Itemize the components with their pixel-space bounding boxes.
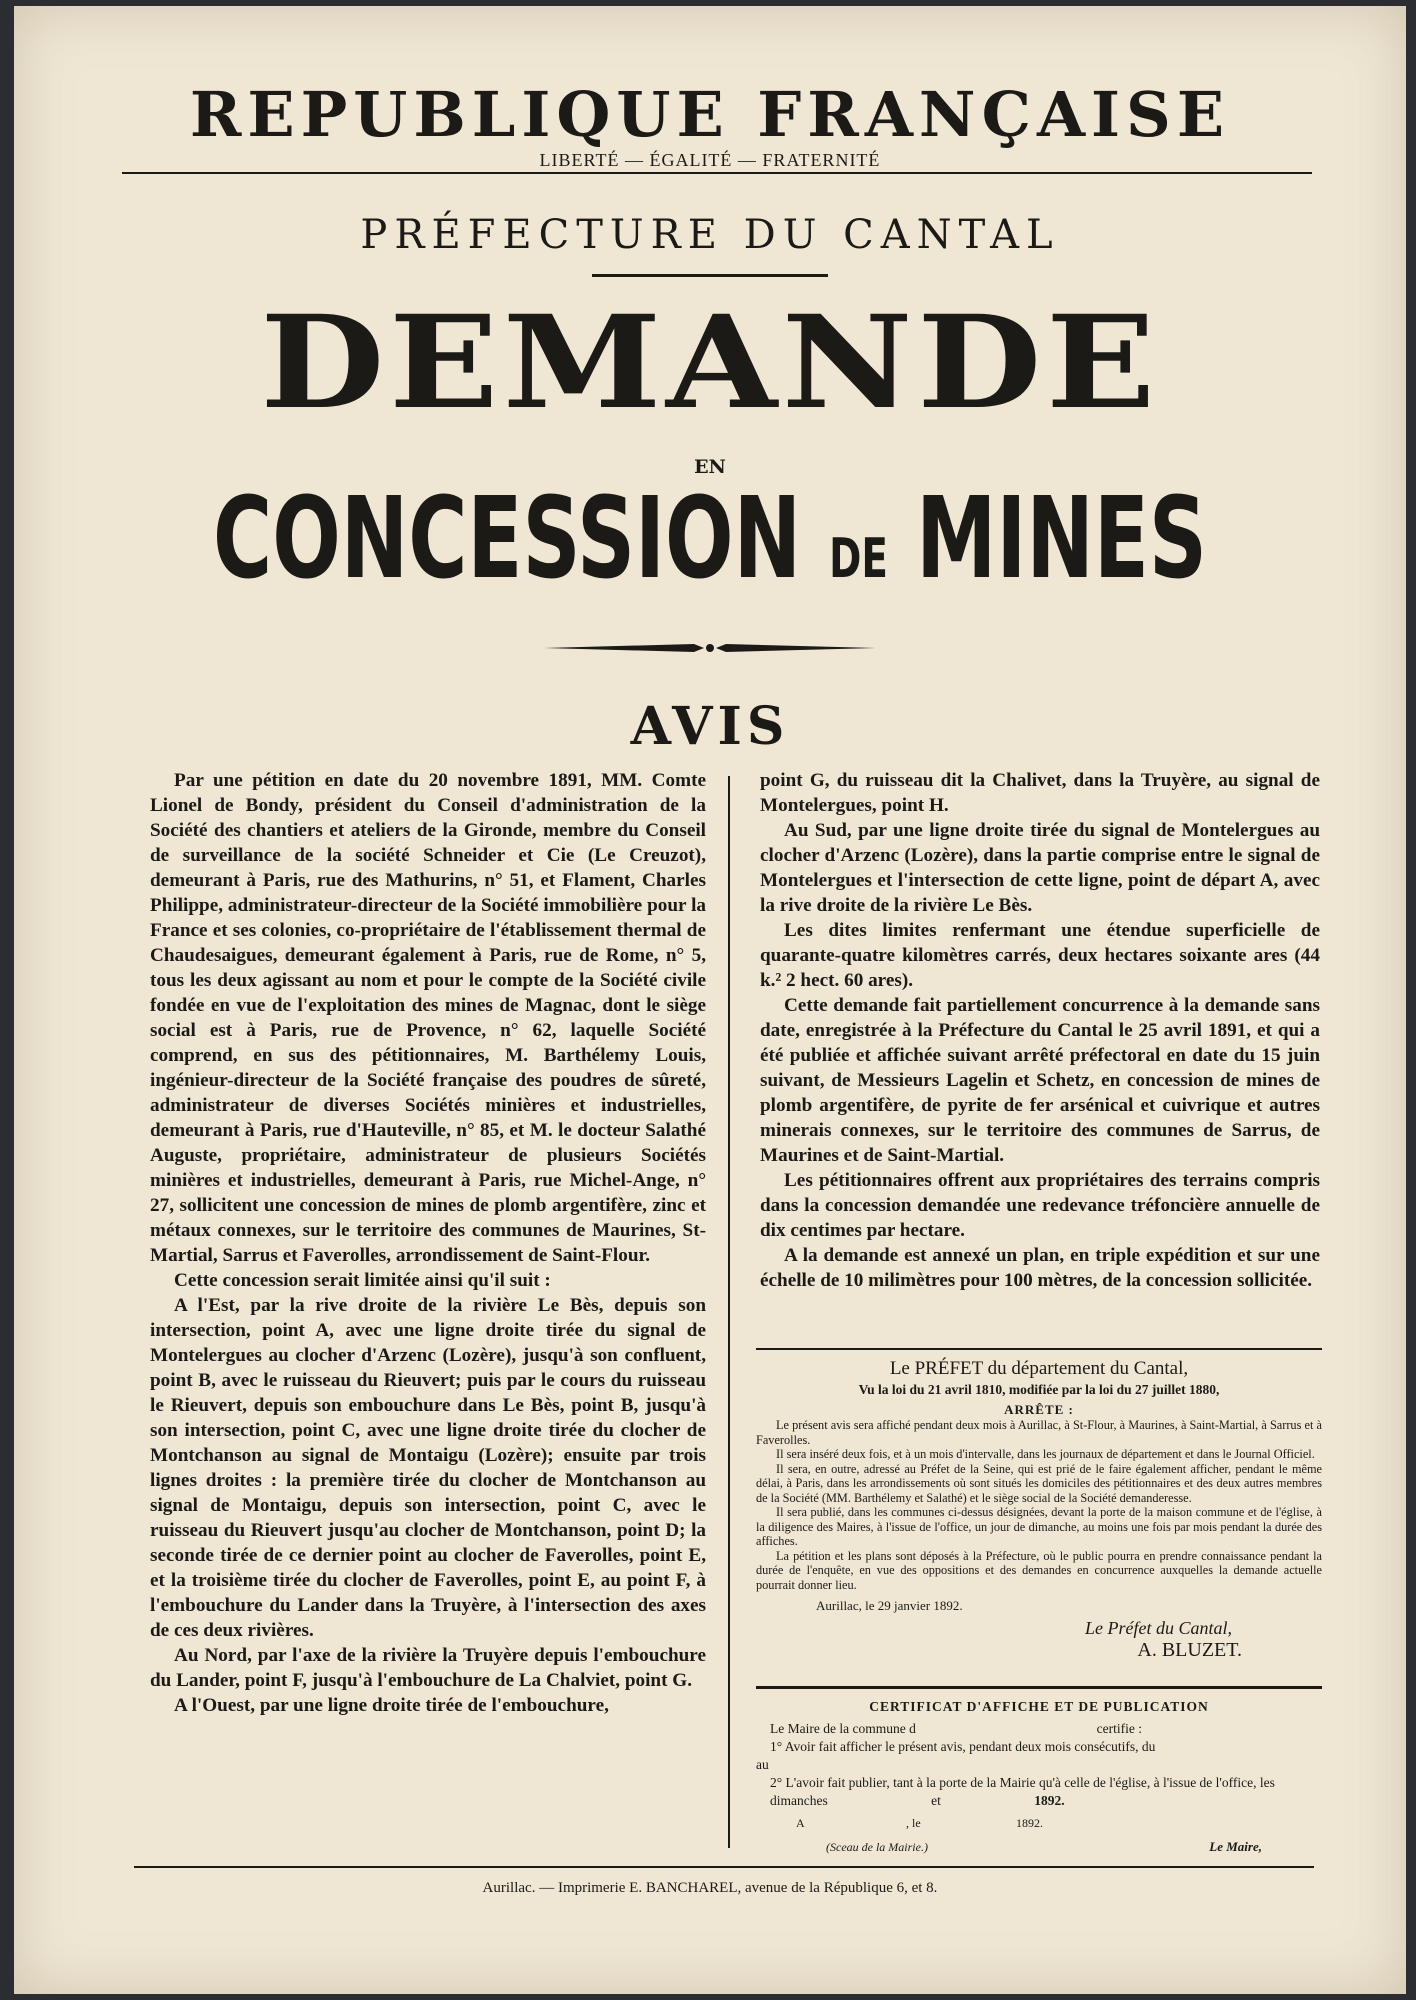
cert-seal: (Sceau de la Mairie.) [826, 1840, 928, 1854]
republic-heading: REPUBLIQUE FRANÇAISE [189, 78, 1231, 151]
certificat-block [756, 1698, 1322, 1856]
arrete-heading: Le PRÉFET du département du Cantal, [889, 1358, 1189, 1379]
area-paragraph: Les dites limites renfermant une étendue superficielle de quarante-quatre kilomètres carrés, deux hectares soixante ares (44 k.² 2 hect. 60 ares). [760, 920, 1320, 991]
cert-publication: 2° L'avoir fait publier, tant à la porte de la Mairie qu'à celle de l'église, à l'issue de l'office, les dimanches [770, 1775, 1275, 1808]
title-concession: CONCESSION [213, 474, 802, 604]
limit-south: Au Sud, par une ligne droite tirée du signal de Montelergues au clocher d'Arzenc (Lozère), dans la partie comprise entre le signal de Montelergues et l'intersection de cette ligne, point de départ A, avec la rive droite de la rivière Le Bès. [760, 820, 1320, 916]
ornament-rule [544, 638, 876, 658]
left-column [150, 768, 706, 1718]
prefet-title: Le Préfet du Cantal, [1085, 1618, 1232, 1638]
cert-line1 [756, 1720, 1322, 1738]
title-en: EN [694, 456, 726, 478]
arrete-date: Aurillac, le 29 janvier 1892. [816, 1598, 963, 1613]
poster-sheet [14, 6, 1406, 1994]
limit-north: Au Nord, par l'axe de la rivière la Truyère depuis l'embouchure du Lander, point F, jusqu'à l'embouchure de La Chalviet, point G. [150, 1645, 706, 1691]
cert-date-year: 1892. [1016, 1816, 1043, 1830]
avis-heading: AVIS [630, 696, 790, 757]
plan-paragraph: A la demande est annexé un plan, en triple expédition et sur une échelle de 10 milimètres pour 100 mètres, de la concession sollicitée. [760, 1245, 1320, 1291]
arrete-p3: Il sera, en outre, adressé au Préfet de la Seine, qui est prié de le faire également afficher, pendant le même délai, à Paris, dans les arrondissements où sont situés les domiciles des pétitionnaires et des deux autres membres de la Société (MM. Barthélemy et Salathé) et le siège social de la Société demanderesse. [756, 1461, 1322, 1505]
concurrence-paragraph: Cette demande fait partiellement concurrence à la demande sans date, enregistrée à la Préfecture du Cantal le 25 avril 1891, et qui a été publiée et affichée suivant arrêté préfectoral en date du 15 juin suivant, de Messieurs Lagelin et Schetz, en concession de mines de plomb argentifère, de pyrite de fer arsénical et cuivrique et autres minerais connexes, sur le territoire des communes de Sarrus, de Maurines et de Saint-Martial. [760, 995, 1320, 1166]
limits-intro: Cette concession serait limitée ainsi qu'il suit : [174, 1270, 551, 1291]
prefet-name: A. BLUZET. [1137, 1639, 1242, 1661]
right-column [760, 768, 1320, 1293]
cert-le: , le [906, 1816, 921, 1830]
arrete-p5: La pétition et les plans sont déposés à la Préfecture, où le public pourra en prendre connaissance pendant la durée de l'enquête, en vue des oppositions et des demandes en concurrence auxquelles la demande actuelle pourrait donner lieu. [756, 1548, 1322, 1592]
arrete-top-rule [756, 1348, 1322, 1350]
cert-et: et [931, 1793, 941, 1808]
cert-line4 [756, 1774, 1322, 1810]
redevance-paragraph: Les pétitionnaires offrent aux propriétaires des terrains compris dans la concession demandée une redevance tréfoncière annuelle de dix centimes par hectare. [760, 1170, 1320, 1241]
title-de: DE [829, 527, 888, 590]
title-mines: MINES [916, 474, 1207, 604]
footer-rule [134, 1866, 1314, 1868]
arrete-p4: Il sera publié, dans les communes ci-dessus désignées, devant la porte de la maison commune et de l'église, à la diligence des Maires, à l'issue de l'office, un jour de dimanche, au moins une fois par mois pendant la durée des affiches. [756, 1505, 1322, 1548]
prefecture-heading: PRÉFECTURE DU CANTAL [360, 212, 1060, 258]
printer-footer: Aurillac. — Imprimerie E. BANCHAREL, avenue de la République 6, et 8. [482, 1880, 938, 1896]
header-rule [122, 172, 1312, 174]
certificat-title: CERTIFICAT D'AFFICHE ET DE PUBLICATION [869, 1699, 1209, 1714]
cert-certifie: certifie : [1096, 1721, 1142, 1736]
cert-line3: au [756, 1757, 769, 1772]
title-demande: DEMANDE [260, 288, 1160, 438]
arrete-p2: Il sera inséré deux fois, et à un mois d'intervalle, dans les journaux de département et dans le Journal Officiel. [776, 1447, 1315, 1461]
prefecture-underline [592, 274, 828, 277]
arrete-block [756, 1358, 1322, 1662]
cert-year: 1892. [1034, 1793, 1065, 1808]
limit-west: A l'Ouest, par une ligne droite tirée de l'embouchure, [174, 1695, 609, 1716]
petition-paragraph: Par une pétition en date du 20 novembre 1891, MM. Comte Lionel de Bondy, président du Conseil d'administration de la Société des chantiers et ateliers de la Gironde, membre du Conseil de surveillance de la société Schneider et Cie (Le Creuzot), demeurant à Paris, rue des Mathurins, n° 51, et Flament, Charles Philippe, administrateur-directeur de la Société immobilière pour la France et ses colonies, co-propriétaire de l'établissement thermal de Chaudesaigues, demeurant également à Paris, rue de Rome, n° 5, tous les deux agissant au nom et pour le compte de la Société civile fondée en vue de l'exploitation des mines de Magnac, dont le siège social est à Paris, rue de Provence, n° 62, laquelle Société comprend, en sus des pétitionnaires, M. Barthélemy Louis, ingénieur-directeur de la Société française des poudres de sûreté, administrateur de diverses Sociétés minières et industrielles, demeurant à Paris, rue d'Hauteville, n° 85, et M. le docteur Salathé Auguste, propriétaire, administrateur de plusieurs Sociétés minières et industrielles, demeurant à Paris, rue Michel-Ange, n° 27, sollicitent une concession de mines de plomb argentifère, zinc et métaux connexes, sur le territoire des communes de Maurines, St-Martial, Sarrus et Faverolles, arrondissement de Saint-Flour. [150, 770, 706, 1266]
cert-maire: Le Maire, [1209, 1839, 1262, 1854]
motto: LIBERTÉ — ÉGALITÉ — FRATERNITÉ [539, 150, 881, 170]
arrete-vu: Vu la loi du 21 avril 1810, modifiée par la loi du 27 juillet 1880, [858, 1382, 1220, 1397]
cert-rule-top [756, 1686, 1322, 1689]
cert-line5 [756, 1814, 1322, 1832]
cert-line2: 1° Avoir fait afficher le présent avis, pendant deux mois consécutifs, du [770, 1739, 1156, 1754]
column-divider [728, 776, 730, 1848]
cert-signatures [756, 1838, 1322, 1856]
arrete-p1: Le présent avis sera affiché pendant deux mois à Aurillac, à St-Flour, à Maurines, à Saint-Martial, à Sarrus et à Faverolles. [756, 1418, 1322, 1447]
cert-maire-commune: Le Maire de la commune d [770, 1721, 916, 1736]
limit-east: A l'Est, par la rive droite de la rivière Le Bès, depuis son intersection, point A, avec une ligne droite tirée du signal de Montelergues au clocher d'Arzenc (Lozère), jusqu'à son confluent, point B, avec le ruisseau du Rieuvert; puis par le cours du ruisseau le Rieuvert, depuis son embouchure dans Le Bès, point B, jusqu'à son intersection, point C, avec une ligne droite tirée du clocher de Montchanson au signal de Montaigu (Lozère); ensuite par trois lignes droites : la première tirée du clocher de Montchanson au signal de Montaigu, depuis son intersection, point C, avec le ruisseau du Rieuvert jusqu'au clocher de Montchanson, point D; la seconde tirée de ce dernier point au clocher de Faverolles, point E, et la troisième tirée du clocher de Faverolles, point E, au point F, à l'embouchure du Lander dans la Truyère, à l'intersection des axes de ces deux rivières. [150, 1295, 706, 1641]
limit-west-cont: point G, du ruisseau dit la Chalivet, dans la Truyère, au signal de Montelergues, point H. [760, 770, 1320, 816]
arrete-label: ARRÊTE : [1004, 1402, 1074, 1417]
cert-a: A [796, 1816, 805, 1830]
title-concession-line [209, 474, 1211, 604]
